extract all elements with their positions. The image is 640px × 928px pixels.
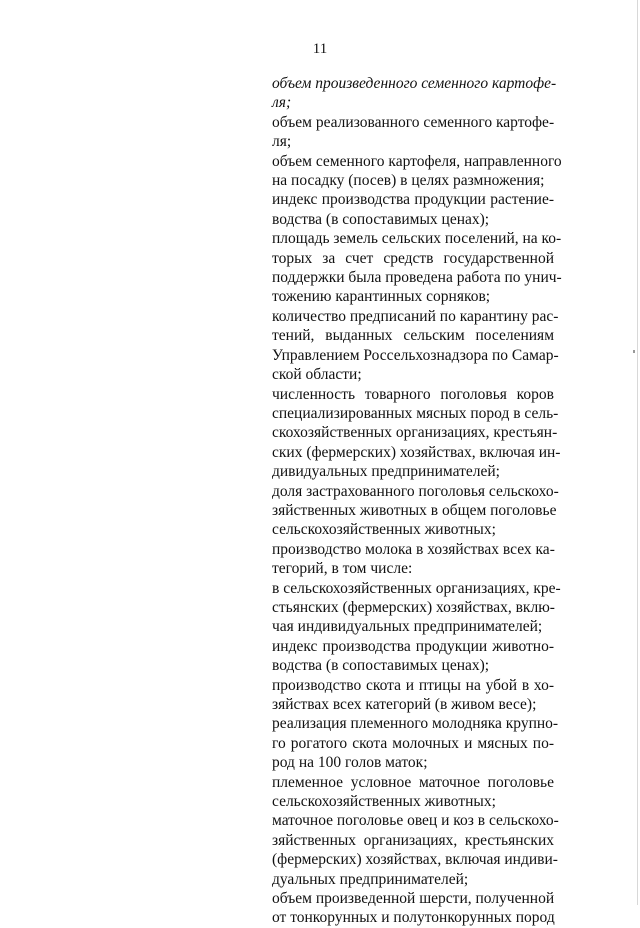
text-line: стьянских (фермерских) хозяйствах, вклю- [272, 598, 555, 616]
text-line: производство молока в хозяйствах всех ка- [272, 540, 555, 558]
text-line: производство скота и птицы на убой в хо- [272, 676, 554, 694]
list-paragraph [272, 482, 559, 540]
text-line: объем семенного картофеля, направленного [272, 152, 562, 170]
list-paragraph [272, 74, 557, 113]
list-paragraph [272, 113, 554, 152]
text-line: зяйственных организациях, крестьянских [272, 831, 554, 849]
scan-edge-mark [633, 350, 635, 353]
text-line: на посадку (посев) в целях размножения; [272, 172, 545, 190]
text-line: чая индивидуальных предпринимателей; [272, 618, 543, 636]
list-paragraph [272, 385, 561, 482]
text-line: индекс производства продукции растение- [272, 191, 554, 209]
list-paragraph [272, 773, 554, 812]
text-line: (фермерских) хозяйствах, включая индиви- [272, 851, 558, 869]
text-line: объем реализованного семенного картофе- [272, 113, 555, 131]
list-paragraph [272, 307, 559, 385]
text-line: поддержки была проведена работа по унич- [272, 269, 562, 287]
text-line: маточное поголовье овец и коз в сельскохо- [272, 812, 559, 830]
text-line: ской области; [272, 366, 362, 384]
text-line: ских (фермерских) хозяйствах, включая ин- [272, 443, 561, 461]
list-paragraph [272, 714, 559, 772]
list-paragraph [272, 190, 554, 229]
text-line: объем произведенной шерсти, полученной [272, 890, 555, 908]
text-line: го рогатого скота молочных и мясных по- [272, 734, 554, 752]
text-line: тегорий, в том числе: [272, 560, 413, 578]
text-line: водства (в сопоставимых ценах); [272, 657, 490, 675]
text-line: зяйствах всех категорий (в живом весе); [272, 696, 537, 713]
list-paragraph [272, 152, 562, 191]
list-paragraph [272, 579, 561, 637]
text-line: род на 100 голов маток; [272, 754, 428, 772]
text-line: численность товарного поголовья коров [272, 385, 554, 403]
list-paragraph [272, 676, 554, 715]
text-line: индекс производства продукции животно- [272, 637, 554, 655]
text-line: от тонкорунных и полутонкорунных пород [272, 909, 555, 927]
text-line: Управлением Россельхознадзора по Самар- [272, 346, 559, 364]
text-line: реализация племенного молодняка крупно- [272, 715, 559, 733]
text-line: доля застрахованного поголовья сельскохо- [272, 482, 559, 500]
text-line: тений, выданных сельским поселениям [272, 327, 554, 345]
page-number: 11 [312, 41, 328, 57]
list-paragraph [272, 229, 562, 307]
text-line: племенное условное маточное поголовье [272, 773, 554, 791]
text-line: площадь земель сельских поселений, на ко- [272, 230, 562, 248]
text-line: в сельскохозяйственных организациях, кре- [272, 579, 561, 597]
text-line: объем произведенного семенного картофе- [272, 75, 557, 92]
text-line: специализированных мясных пород в сель- [272, 404, 559, 422]
text-line: ля; [272, 94, 292, 112]
list-paragraph [272, 889, 554, 928]
text-line: водства (в сопоставимых ценах); [272, 210, 490, 228]
text-line: скохозяйственных организациях, крестьян- [272, 424, 558, 442]
text-line: сельскохозяйственных животных; [272, 521, 496, 539]
list-paragraph [272, 540, 554, 579]
text-line: ля; [272, 133, 292, 151]
text-line: сельскохозяйственных животных; [272, 793, 496, 811]
text-line: дивидуальных предпринимателей; [272, 463, 500, 481]
text-line: количество предписаний по карантину рас- [272, 307, 559, 325]
list-paragraph [272, 811, 559, 889]
document-body [272, 74, 562, 928]
text-line: тожению карантинных сорняков; [272, 288, 491, 306]
scan-edge-line [637, 0, 638, 905]
text-line: торых за счет средств государственной [272, 249, 554, 267]
text-line: зяйственных животных в общем поголовье [272, 501, 557, 519]
text-line: дуальных предпринимателей; [272, 870, 469, 888]
list-paragraph [272, 637, 554, 676]
